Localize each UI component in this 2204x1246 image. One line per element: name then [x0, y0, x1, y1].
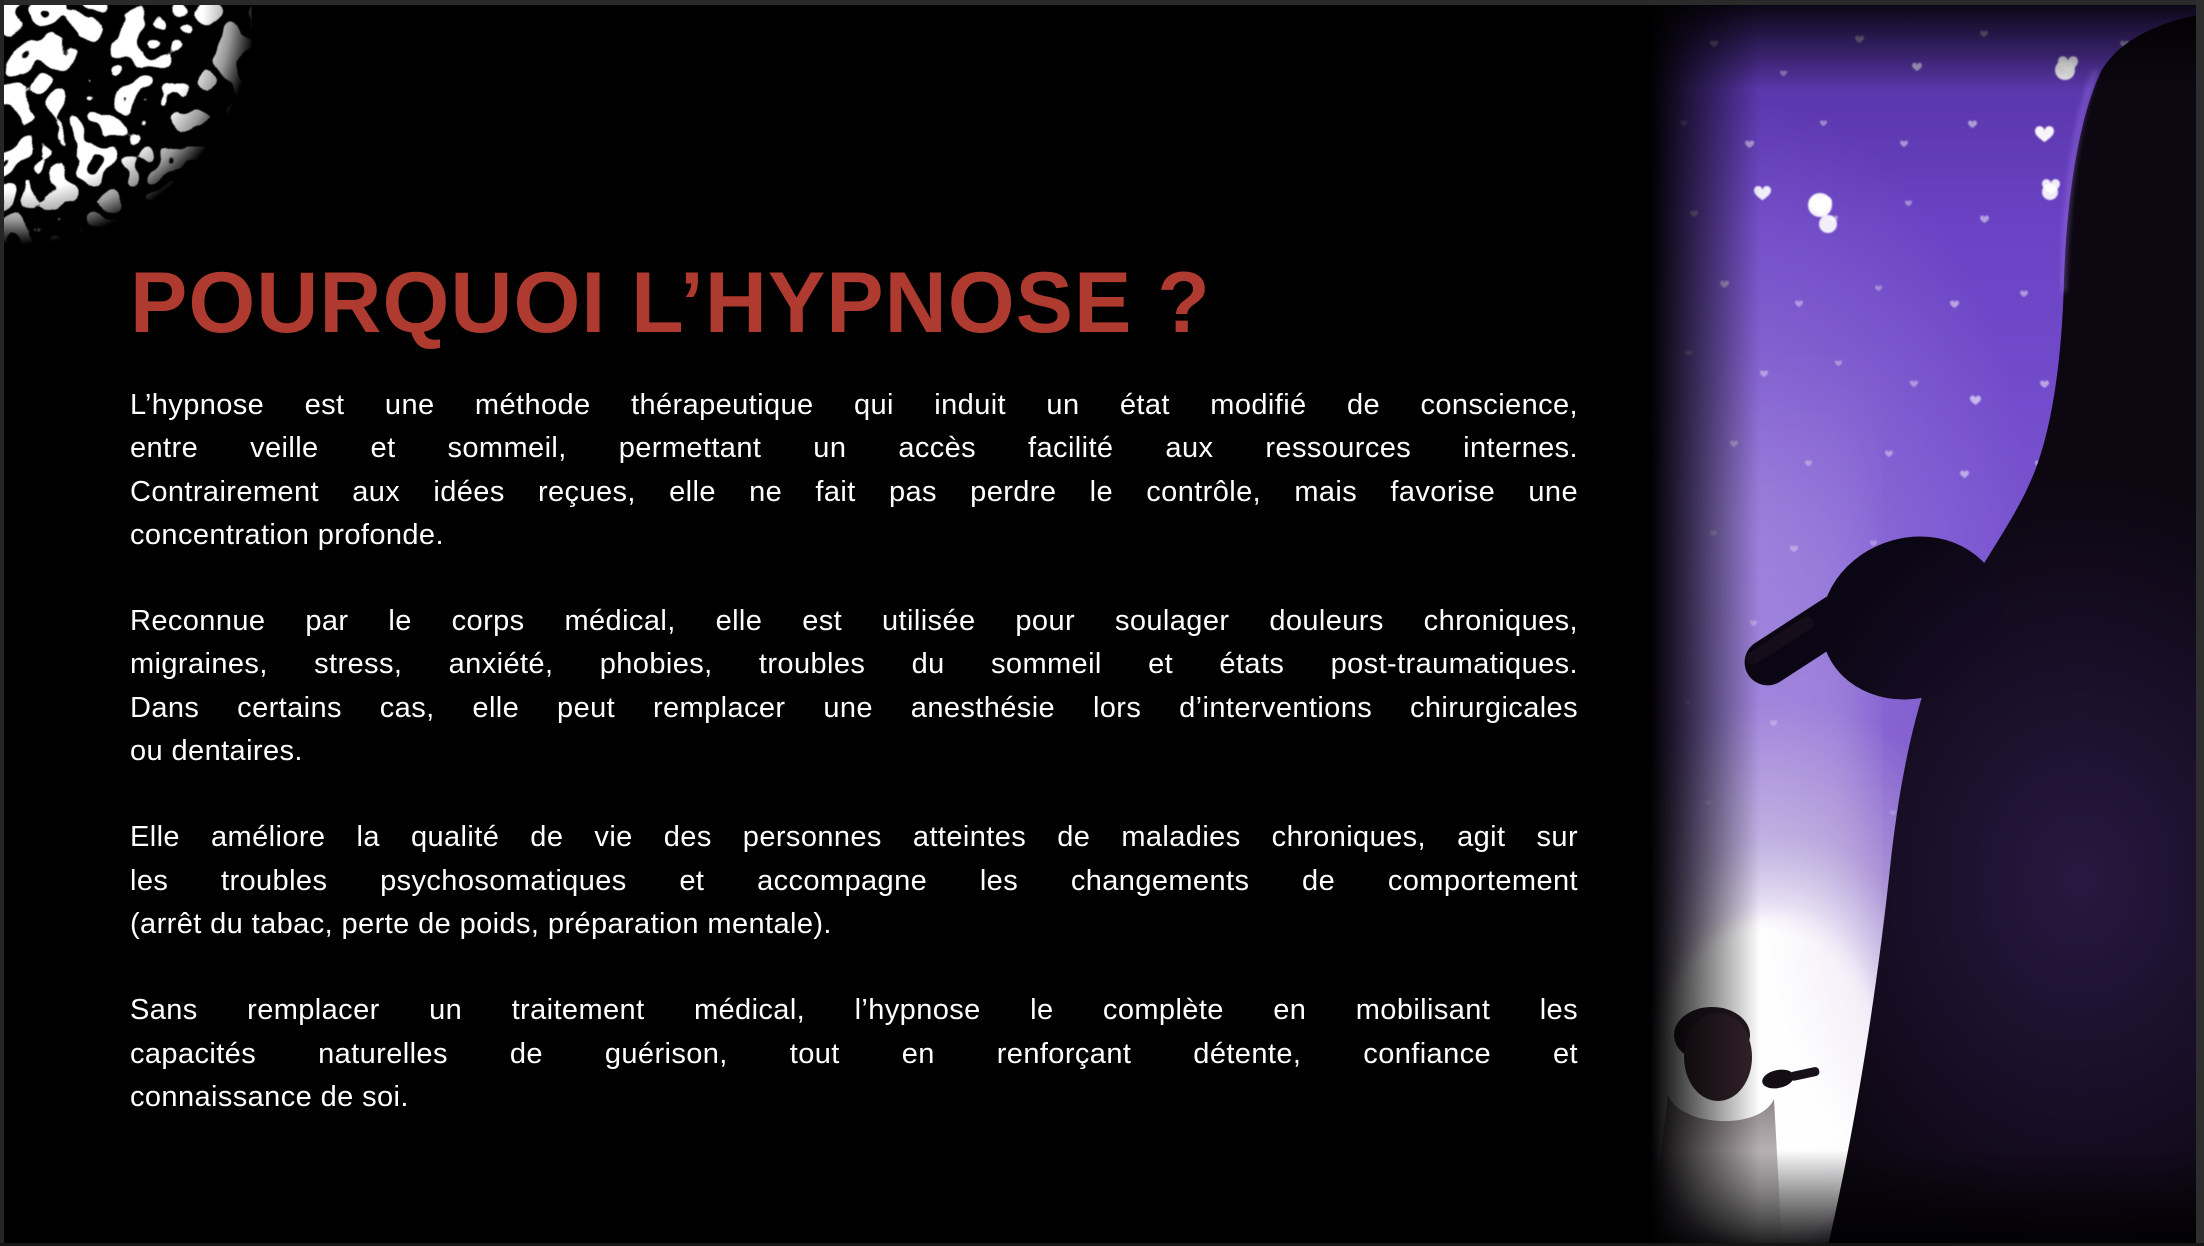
paragraph-3: [130, 816, 1578, 946]
page-title: POURQUOI L’HYPNOSE ?: [130, 255, 1211, 351]
window-border-left: [0, 0, 4, 1246]
paragraph-4: [130, 989, 1578, 1119]
text-line: (arrêt du tabac, perte de poids, préparation mentale).: [130, 907, 832, 940]
text-line: Contrairement aux idées reçues, elle ne fait pas perdre le contrôle, mais favorise une: [130, 475, 1578, 508]
singer-photo: [1650, 0, 2204, 1246]
window-border-right: [2196, 0, 2204, 1246]
paragraph-1: [130, 384, 1578, 557]
text-line: entre veille et sommeil, permettant un accès facilité aux ressources internes.: [130, 432, 1578, 465]
text-line: L’hypnose est une méthode thérapeutique qui induit un état modifié de conscience,: [130, 389, 1578, 421]
text-line: ou dentaires.: [130, 735, 303, 768]
text-line: Reconnue par le corps médical, elle est utilisée pour soulager douleurs chroniques,: [130, 605, 1578, 638]
text-line: Dans certains cas, elle peut remplacer une anesthésie lors d’interventions chirurgicales: [130, 691, 1578, 724]
text-line: connaissance de soi.: [130, 1080, 409, 1113]
text-line: migraines, stress, anxiété, phobies, troubles du sommeil et états post-traumatiques.: [130, 648, 1578, 681]
text-column: [130, 0, 1578, 1119]
text-line: concentration profonde.: [130, 518, 444, 551]
text-line: les troubles psychosomatiques et accompagne les changements de comportement: [130, 864, 1578, 897]
text-line: capacités naturelles de guérison, tout en renforçant détente, confiance et: [130, 1037, 1578, 1070]
text-line: Elle améliore la qualité de vie des personnes atteintes de maladies chroniques, agit sur: [130, 821, 1578, 854]
text-line: Sans remplacer un traitement médical, l’hypnose le complète en mobilisant les: [130, 994, 1578, 1027]
paragraph-2: [130, 600, 1578, 773]
window-border-top: [0, 0, 2204, 5]
